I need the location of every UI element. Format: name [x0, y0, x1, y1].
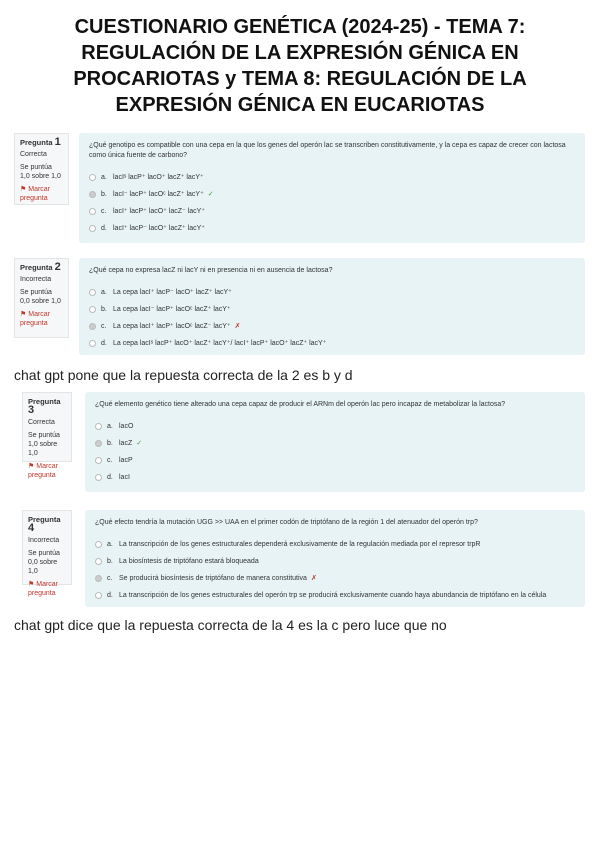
note-question-2: chat gpt pone que la repuesta correcta de la 2 es b y d	[14, 367, 353, 383]
flag-question-link[interactable]: ⚑ Marcar pregunta	[28, 581, 59, 597]
answer-option[interactable]	[95, 469, 575, 486]
option-text: lacIˢ lacP⁺ lacO⁺ lacZ⁺ lacY⁺	[113, 173, 204, 181]
answer-option[interactable]	[95, 536, 575, 553]
option-text: lacZ	[119, 439, 133, 447]
question-score: Se puntúa 1,0 sobre 1,0	[28, 432, 60, 457]
option-letter: b.	[107, 557, 113, 565]
question-content	[79, 258, 585, 355]
check-icon: ✓	[207, 190, 214, 198]
option-letter: c.	[101, 207, 107, 215]
question-score: Se puntúa 0,0 sobre 1,0	[28, 550, 60, 575]
radio-button[interactable]	[89, 208, 96, 215]
option-text: Se producirá biosíntesis de triptófano de manera constitutiva	[119, 574, 307, 582]
flag-icon: ⚑	[28, 463, 37, 470]
question-text: ¿Qué cepa no expresa lacZ ni lacY ni en presencia ni en ausencia de lactosa?	[89, 267, 333, 274]
question-status: Correcta	[20, 151, 47, 158]
option-letter: c.	[107, 456, 113, 464]
cross-icon: ✗	[310, 574, 317, 582]
option-text: La biosíntesis de triptófano estará bloqueada	[119, 557, 259, 565]
option-letter: b.	[101, 305, 107, 313]
question-info	[22, 510, 72, 597]
question-content	[85, 510, 585, 607]
radio-button[interactable]	[95, 440, 102, 447]
question-content	[85, 392, 585, 492]
answer-option[interactable]	[89, 284, 575, 301]
flag-icon: ⚑	[28, 581, 37, 588]
document-title: CUESTIONARIO GENÉTICA (2024-25) - TEMA 7: REGULACIÓN DE LA EXPRESIÓN GÉNICA EN PROCARIOTAS y TEMA 8: REGULACIÓN DE LA EXPRESIÓN GÉNICA EN EUCARIOTAS	[73, 16, 527, 116]
option-letter: a.	[101, 288, 107, 296]
question-text: ¿Qué efecto tendría la mutación UGG >> UAA en el primer codón de triptófano de la región 1 del atenuador del operón trp?	[95, 519, 478, 526]
option-letter: a.	[107, 540, 113, 548]
question-number: Pregunta 3	[28, 397, 61, 416]
question-status: Correcta	[28, 419, 55, 426]
option-letter: a.	[101, 173, 107, 181]
option-text: La cepa lacI⁺ lacP⁺ lacOᶜ lacZ⁻ lacY⁺	[113, 322, 231, 330]
radio-button[interactable]	[95, 423, 102, 430]
option-text: lacI⁻ lacP⁺ lacOᶜ lacZ⁺ lacY⁺	[113, 190, 204, 198]
answer-option[interactable]	[95, 435, 575, 452]
flag-question-link[interactable]: ⚑ Marcar pregunta	[28, 463, 59, 479]
radio-button[interactable]	[89, 306, 96, 313]
question-status: Incorrecta	[20, 276, 52, 283]
radio-button[interactable]	[89, 191, 96, 198]
radio-button[interactable]	[95, 474, 102, 481]
radio-button[interactable]	[95, 541, 102, 548]
question-number: Pregunta 2	[20, 261, 61, 273]
question-score: Se puntúa 0,0 sobre 1,0	[20, 289, 61, 305]
question-info	[14, 133, 69, 205]
radio-button[interactable]	[95, 457, 102, 464]
option-text: lacI⁺ lacP⁻ lacO⁺ lacZ⁺ lacY⁺	[113, 224, 205, 232]
option-text: La cepa lacIˢ lacP⁺ lacO⁺ lacZ⁺ lacY⁺/ lacI⁺ lacP⁺ lacO⁺ lacZ⁺ lacY⁺	[113, 339, 327, 347]
radio-button[interactable]	[95, 558, 102, 565]
question-info	[14, 258, 69, 338]
flag-icon: ⚑	[20, 311, 29, 318]
answer-option[interactable]	[89, 318, 575, 335]
option-text: La cepa lacI⁺ lacP⁻ lacO⁺ lacZ⁺ lacY⁺	[113, 288, 232, 296]
flag-icon: ⚑	[20, 186, 29, 193]
option-letter: b.	[107, 439, 113, 447]
flag-question-link[interactable]: ⚑ Marcar pregunta	[20, 311, 51, 327]
answer-option[interactable]	[89, 220, 575, 237]
option-text: La transcripción de los genes estructurales del operón trp se producirá exclusivamente cuando haya abundancia de triptófano en la célula	[119, 591, 547, 599]
check-icon: ✓	[136, 439, 143, 447]
radio-button[interactable]	[89, 174, 96, 181]
option-letter: c.	[101, 322, 107, 330]
question-text: ¿Qué genotipo es compatible con una cepa en la que los genes del operón lac se transcriben constitutivamente, y la cepa es capaz de crecer con lactosa como única fuente de carbono?	[89, 142, 566, 159]
option-text: lacO	[119, 422, 134, 430]
answer-option[interactable]	[95, 553, 575, 570]
option-text: lacI⁺ lacP⁺ lacO⁺ lacZ⁻ lacY⁺	[113, 207, 205, 215]
option-letter: d.	[101, 224, 107, 232]
question-status: Incorrecta	[28, 537, 60, 544]
option-text: lacI	[119, 473, 130, 481]
question-info	[22, 392, 72, 479]
answer-option[interactable]	[89, 335, 575, 352]
answer-option[interactable]	[89, 203, 575, 220]
question-score: Se puntúa 1,0 sobre 1,0	[20, 164, 61, 180]
answer-option[interactable]	[95, 587, 575, 604]
radio-button[interactable]	[89, 225, 96, 232]
option-letter: d.	[107, 591, 113, 599]
question-text: ¿Qué elemento genético tiene alterado una cepa capaz de producir el ARNm del operón lac pero incapaz de metabolizar la lactosa?	[95, 401, 506, 408]
answer-option[interactable]	[95, 452, 575, 469]
option-text: lacP	[119, 456, 133, 464]
flag-question-link[interactable]: ⚑ Marcar pregunta	[20, 186, 51, 202]
radio-button[interactable]	[89, 323, 96, 330]
answer-option[interactable]	[89, 186, 575, 203]
option-letter: a.	[107, 422, 113, 430]
option-letter: b.	[101, 190, 107, 198]
answer-option[interactable]	[95, 570, 575, 587]
option-text: La transcripción de los genes estructurales dependerá exclusivamente de la regulación mediada por el represor trpR	[119, 540, 481, 548]
answer-option[interactable]	[95, 418, 575, 435]
option-text: La cepa lacI⁻ lacP⁺ lacOᶜ lacZ⁺ lacY⁺	[113, 305, 231, 313]
radio-button[interactable]	[89, 340, 96, 347]
question-number: Pregunta 1	[20, 136, 61, 148]
question-content	[79, 133, 585, 243]
question-number: Pregunta 4	[28, 515, 61, 534]
option-letter: d.	[101, 339, 107, 347]
option-letter: c.	[107, 574, 113, 582]
radio-button[interactable]	[95, 592, 102, 599]
radio-button[interactable]	[89, 289, 96, 296]
note-question-4: chat gpt dice que la repuesta correcta de la 4 es la c pero luce que no	[14, 617, 447, 633]
cross-icon: ✗	[234, 322, 241, 330]
answer-option[interactable]	[89, 301, 575, 318]
radio-button[interactable]	[95, 575, 102, 582]
option-letter: d.	[107, 473, 113, 481]
answer-option[interactable]	[89, 169, 575, 186]
